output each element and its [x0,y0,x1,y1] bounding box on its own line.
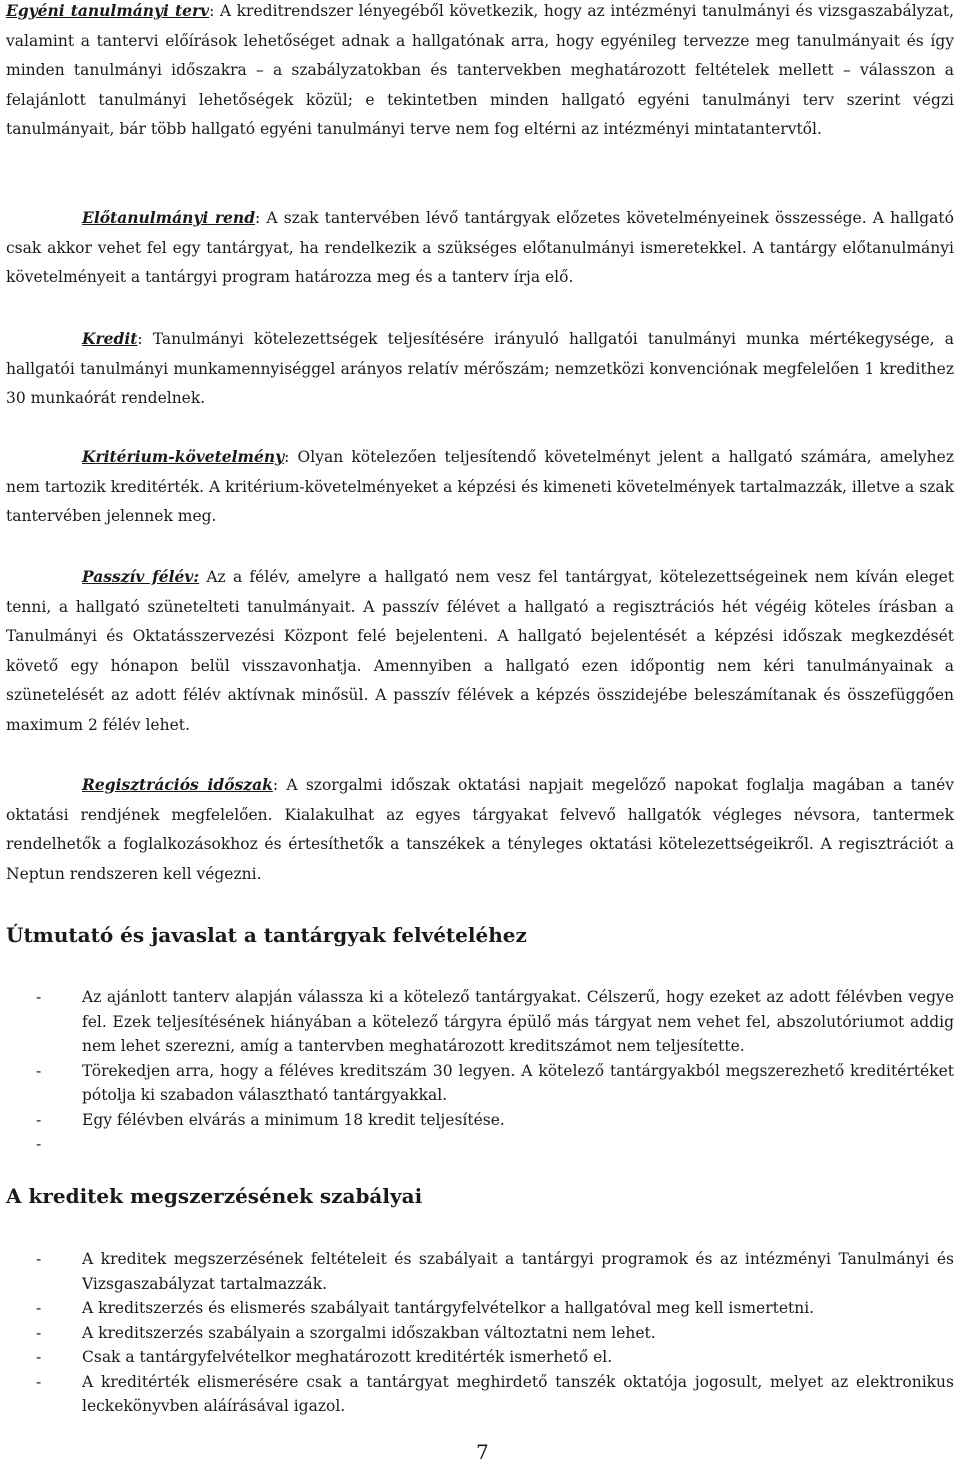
definition-text: Az a félév, amelyre a hallgató nem vesz fel tantárgyat, kötelezettségeinek nem kíván eleget tenni, a hallgató szünetelteti tanulmányait. A passzív félévet a hallgató a regisztrációs hét végéig köteles írásban a Tanulmányi és Oktatásszervezési Központ felé bejelenteni. A hallgató bejelentését a képzési időszak megkezdését követő egy hónapon belül visszavonhatja. Amennyiben a hallgató ezen időpontig nem kéri tanulmányainak a szünetelését az adott félév aktívnak minősül. A passzív félévek a képzés összidejébe beleszámítanak és összefüggően maximum 2 félév lehet. [6,568,954,734]
definition-passziv-felev [6,562,954,740]
rules-list [6,1247,954,1419]
dash-bullet: - [36,1323,42,1342]
definition-text: : A kreditrendszer lényegéből következik, hogy az intézményi tanulmányi és vizsgaszabályzat, valamint a tantervi előírások lehetőséget adnak a hallgatónak arra, hogy egyénileg tervezze meg tanulmányait és így minden tanulmányi időszakra – a szabályzatokban és tantervekben meghatározott feltételek mellett – válasszon a felajánlott tanulmányi lehetőségek közül; e tekintetben minden hallgató egyéni tanulmányi terv szerint végzi tanulmányait, bár több hallgató egyéni tanulmányi terve nem fog eltérni az intézményi mintatantervtől. [6,2,954,138]
dash-bullet: - [36,1135,42,1153]
list-item-empty [6,1132,954,1156]
dash-bullet: - [36,1110,42,1129]
definition-term: Passzív félév: [82,567,200,586]
dash-bullet: - [36,1372,42,1391]
definition-elotanulmanyi-rend [6,203,954,293]
section-heading-guidance: Útmutató és javaslat a tantárgyak felvételéhez [6,923,527,947]
definition-term: Kritérium-követelmény [82,447,285,466]
list-item: - Csak a tantárgyfelvételkor meghatározott kreditérték ismerhető el. [6,1345,954,1370]
list-item: - Az ajánlott tanterv alapján válassza ki a kötelező tantárgyakat. Célszerű, hogy ezeket az adott félévben vegye fel. Ezek teljesítésének hiányában a kötelező tárgyra épülő más tárgyat nem vehet fel, abszolutóriumot addig nem lehet szerezni, amíg a tantervben meghatározott kreditszámot nem teljesítette. [6,985,954,1059]
definition-regisztracios-idoszak [6,770,954,889]
definition-term: Regisztrációs időszak [82,775,273,794]
definition-term: Egyéni tanulmányi terv [6,1,210,20]
list-item: - A kreditérték elismerésére csak a tantárgyat meghirdető tanszék oktatója jogosult, melyet az elektronikus leckekönyvben aláírásával igazol. [6,1370,954,1419]
dash-bullet: - [36,1250,42,1268]
dash-bullet: - [36,988,42,1006]
list-item: - A kreditszerzés és elismerés szabályait tantárgyfelvételkor a hallgatóval meg kell ismertetni. [6,1296,954,1321]
list-item: - Törekedjen arra, hogy a féléves kreditszám 30 legyen. A kötelező tantárgyakból megszerezhető kreditértéket pótolja ki szabadon választható tantárgyakkal. [6,1059,954,1108]
definition-term: Kredit [82,329,138,348]
section-heading-rules: A kreditek megszerzésének szabályai [6,1184,423,1208]
list-item: - Egy félévben elvárás a minimum 18 kredit teljesítése. [6,1108,954,1133]
definition-text: : A szak tantervében lévő tantárgyak előzetes követelményeinek összessége. A hallgató csak akkor vehet fel egy tantárgyat, ha rendelkezik a szükséges előtanulmányi ismeretekkel. A tantárgy előtanulmányi követelményeit a tantárgyi program határozza meg és a tanterv írja elő. [6,209,954,286]
definition-kriterium-kovetelmeny [6,442,954,532]
dash-bullet: - [36,1061,42,1080]
dash-bullet: - [36,1299,42,1317]
definition-text: : A szorgalmi időszak oktatási napjait megelőző napokat foglalja magában a tanév oktatási rendjének megfelelően. Kialakulhat az egyes tárgyakat felvevő hallgatók végleges névsora, tantermek rendelhetők a foglalkozásokhoz és értesíthetők a tanszékek a tényleges oktatási kötelezettségeikről. A regisztrációt a Neptun rendszeren kell végezni. [6,776,954,883]
definition-text: : Olyan kötelezően teljesítendő követelményt jelent a hallgató számára, amelyhez nem tartozik kreditérték. A kritérium-követelményeket a képzési és kimeneti követelmények tartalmazzák, illetve a szak tantervében jelennek meg. [6,448,954,525]
definition-kredit [6,324,954,414]
guidance-list [6,985,954,1156]
dash-bullet: - [36,1348,42,1366]
definition-term: Előtanulmányi rend [82,208,256,227]
definition-egyeni-tanulmanyi-terv [6,0,954,145]
list-item: - A kreditek megszerzésének feltételeit és szabályait a tantárgyi programok és az intézményi Tanulmányi és Vizsgaszabályzat tartalmazzák. [6,1247,954,1296]
page-number: 7 [476,1440,489,1464]
definition-text: : Tanulmányi kötelezettségek teljesítésére irányuló hallgatói tanulmányi munka mértékegysége, a hallgatói tanulmányi munkamennyiséggel arányos relatív mérőszám; nemzetközi konvenciónak megfelelően 1 kredithez 30 munkaórát rendelnek. [6,330,954,407]
list-item: - A kreditszerzés szabályain a szorgalmi időszakban változtatni nem lehet. [6,1321,954,1346]
